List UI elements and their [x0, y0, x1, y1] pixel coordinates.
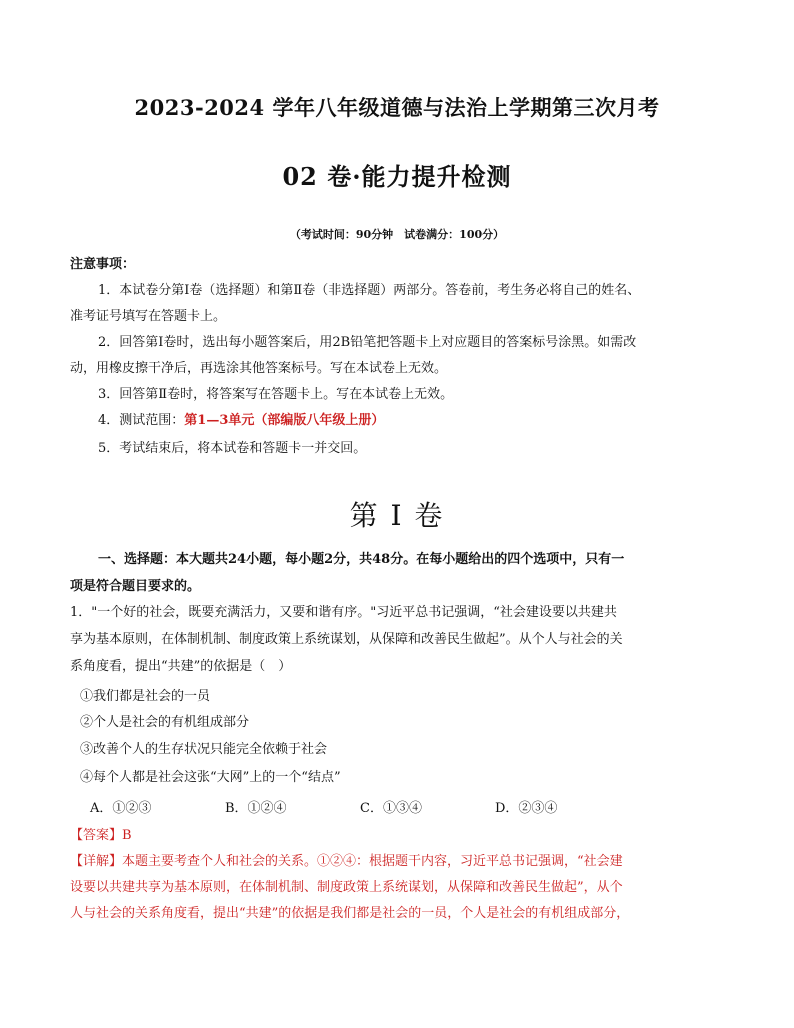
- statement-4: ④每个人都是社会这张“大网”上的一个“结点”: [80, 770, 341, 785]
- section-title: 第 I 卷: [349, 499, 445, 532]
- statement-2: ②个人是社会的有机组成部分: [80, 715, 250, 730]
- notice-item-5: 5．考试结束后，将本试卷和答题卡一并交回。: [98, 441, 367, 456]
- statement-1: ①我们都是社会的一员: [80, 689, 211, 704]
- section-intro-line-2: 项是符合题目要求的。: [70, 579, 201, 594]
- choice-b: B．①②④: [225, 801, 287, 816]
- notice-item-4: [70, 408, 690, 434]
- notice-item-1-line-2: 准考证号填写在答题卡上。: [70, 309, 227, 324]
- notice-item-1: [70, 278, 690, 330]
- choice-c: C．①③④: [360, 801, 422, 816]
- explanation-line-2: 设要以共建共享为基本原则，在体制机制、制度政策上系统谋划，从保障和改善民生做起”，从个: [70, 880, 623, 895]
- question-1-stem-line-2: 享为基本原则，在体制机制、制度政策上系统谋划，从保障和改善民生做起”。从个人与社会的关: [70, 632, 623, 647]
- question-1-stem: [70, 599, 690, 680]
- notice-item-3: 3．回答第Ⅱ卷时，将答案写在答题卡上。写在本试卷上无效。: [98, 387, 454, 402]
- question-1-stem-line-3: 系角度看，提出“共建”的依据是（ ）: [70, 659, 292, 674]
- answer-choices: [90, 796, 650, 822]
- choice-a: A．①②③: [90, 801, 152, 816]
- explanation-line-3: 人与社会的关系角度看，提出“共建”的依据是我们都是社会的一员，个人是社会的有机组成部分，: [70, 906, 630, 921]
- exam-info: （考试时间：90分钟 试卷满分：100分）: [289, 228, 505, 241]
- explanation-line-1: 【详解】本题主要考查个人和社会的关系。①②④：根据题干内容，习近平总书记强调，“社会建: [70, 854, 623, 869]
- question-1-stem-line-1: 1．"一个好的社会，既要充满活力，又要和谐有序。"习近平总书记强调，“社会建设要以共建共: [70, 605, 617, 620]
- notice-heading: 注意事项：: [70, 257, 136, 272]
- exam-title: 2023-2024 学年八年级道德与法治上学期第三次月考: [134, 95, 660, 120]
- exam-subtitle: 02 卷·能力提升检测: [282, 162, 512, 191]
- notice-item-4-prefix: 4．测试范围：: [98, 413, 185, 428]
- notice-item-1-line-1: 1．本试卷分第Ⅰ卷（选择题）和第Ⅱ卷（非选择题）两部分。答卷前，考生务必将自己的姓名、: [98, 283, 641, 298]
- section-intro: [70, 546, 690, 600]
- section-intro-line-1: 一、选择题：本大题共24小题，每小题2分，共48分。在每小题给出的四个选项中，只有一: [98, 552, 625, 567]
- explanation: [70, 849, 690, 927]
- notice-item-2-line-2: 动，用橡皮擦干净后，再选涂其他答案标号。写在本试卷上无效。: [70, 361, 448, 376]
- notice-item-2-line-1: 2．回答第Ⅰ卷时，选出每小题答案后，用2B铅笔把答题卡上对应题目的答案标号涂黑。如需改: [98, 335, 637, 350]
- notice-item-2: [70, 330, 690, 382]
- statement-3: ③改善个人的生存状况只能完全依赖于社会: [80, 742, 328, 757]
- test-range: 第1—3单元（部编版八年级上册）: [184, 413, 385, 428]
- answer-label: 【答案】B: [70, 828, 132, 843]
- choice-d: D．②③④: [495, 801, 558, 816]
